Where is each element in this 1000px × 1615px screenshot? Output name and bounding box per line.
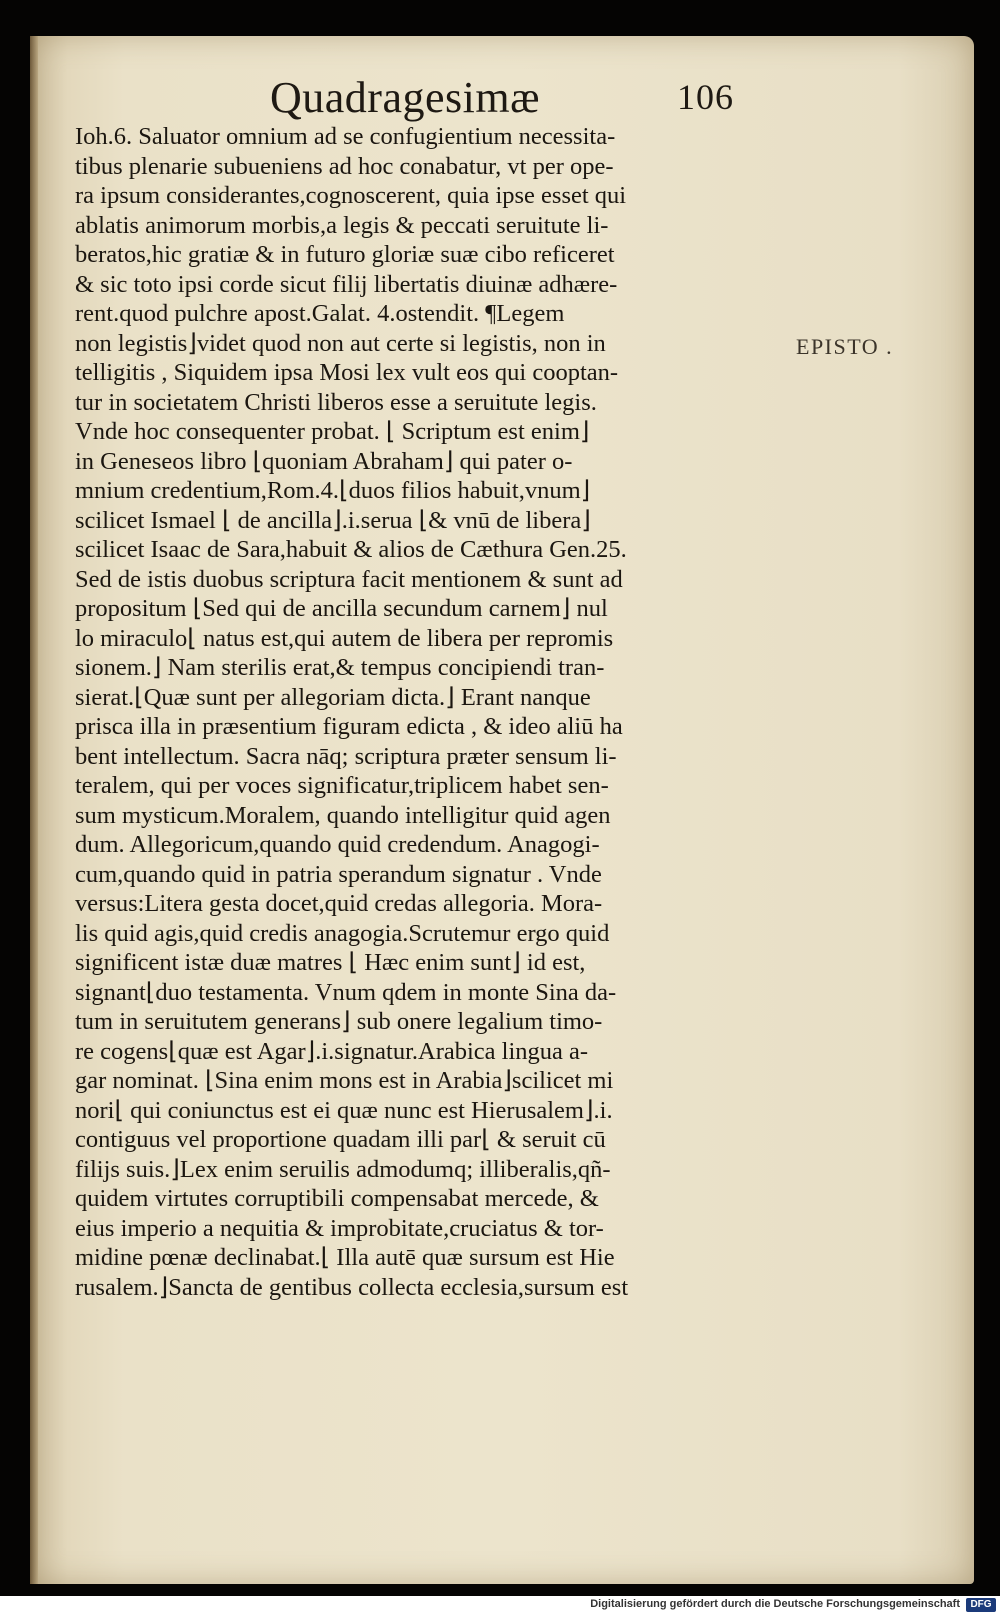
text-line: prisca illa in præsentium figuram edicta , & ideo aliū ha bbox=[75, 713, 623, 740]
footer-credit: Digitalisierung gefördert durch die Deutsche Forschungsgemeinschaft bbox=[590, 1598, 960, 1610]
text-line: quidem virtutes corruptibili compensabat mercede, & bbox=[75, 1185, 599, 1212]
text-line: scilicet Isaac de Sara,habuit & alios de Cæthura Gen.25. bbox=[75, 536, 627, 563]
text-line: mnium credentium,Rom.4.⌊duos filios habuit,vnum⌋ bbox=[75, 477, 591, 504]
text-line: Sed de istis duobus scriptura facit mentionem & sunt ad bbox=[75, 565, 623, 593]
text-line: lo miraculo⌊ natus est,qui autem de libera per repromis bbox=[75, 624, 614, 652]
text-line: tibus plenarie subueniens ad hoc conabatur, vt per ope- bbox=[75, 152, 614, 180]
dfg-logo: DFG bbox=[966, 1598, 996, 1612]
text-line: nori⌊ qui coniunctus est ei quæ nunc est Hierusalem⌋.i. bbox=[75, 1096, 613, 1124]
text-line: in Geneseos libro ⌊quoniam Abraham⌋ qui pater o- bbox=[75, 447, 573, 475]
margin-note: EPISTO . bbox=[796, 334, 894, 359]
text-line: cum,quando quid in patria sperandum signatur . Vnde bbox=[75, 860, 602, 888]
running-head: Quadragesimæ bbox=[270, 73, 540, 122]
text-line: propositum ⌊Sed qui de ancilla secundum carnem⌋ nul bbox=[75, 595, 608, 622]
text-line: re cogens⌊quæ est Agar⌋.i.signatur.Arabica lingua a- bbox=[75, 1037, 589, 1065]
text-line: tum in seruitutem generans⌋ sub onere legalium timo- bbox=[75, 1008, 603, 1035]
text-line: & sic toto ipsi corde sicut filij libertatis diuinæ adhære- bbox=[75, 270, 618, 298]
body-text bbox=[75, 122, 787, 1302]
text-line: filijs suis.⌋Lex enim seruilis admodumq; illiberalis,qñ- bbox=[75, 1155, 611, 1183]
text-line: rusalem.⌋Sancta de gentibus collecta ecclesia,sursum est bbox=[75, 1273, 629, 1301]
text-line: teralem, qui per voces significatur,triplicem habet sen- bbox=[75, 772, 609, 799]
text-line: contiguus vel proportione quadam illi par⌊ & seruit cū bbox=[75, 1126, 606, 1153]
text-line: scilicet Ismael ⌊ de ancilla⌋.i.serua ⌊& vnū de libera⌋ bbox=[75, 506, 591, 534]
text-line: gar nominat. ⌊Sina enim mons est in Arabia⌋scilicet mi bbox=[75, 1067, 614, 1094]
text-line: sionem.⌋ Nam sterilis erat,& tempus concipiendi tran- bbox=[75, 654, 605, 681]
text-line: signant⌊duo testamenta. Vnum qdem in monte Sina da- bbox=[75, 978, 617, 1006]
text-line: midine pœnæ declinabat.⌊ Illa autē quæ sursum est Hie bbox=[75, 1244, 615, 1271]
page-number: 106 bbox=[677, 77, 734, 117]
text-line: eius imperio a nequitia & improbitate,cruciatus & tor- bbox=[75, 1214, 604, 1242]
text-line: non legistis⌋videt quod non aut certe si legistis, non in bbox=[75, 329, 606, 357]
text-line: sum mysticum.Moralem, quando intelligitur quid agen bbox=[75, 801, 611, 829]
text-line: sierat.⌊Quæ sunt per allegoriam dicta.⌋ Erant nanque bbox=[75, 683, 591, 711]
text-line: ablatis animorum morbis,a legis & peccati seruitute li- bbox=[75, 211, 609, 239]
text-line: tur in societatem Christi liberos esse a seruitute legis. bbox=[75, 388, 597, 416]
text-line: telligitis , Siquidem ipsa Mosi lex vult eos qui cooptan- bbox=[75, 359, 619, 386]
text-line: ra ipsum considerantes,cognoscerent, quia ipse esset qui bbox=[75, 182, 627, 209]
page-gutter-edge bbox=[30, 36, 38, 1584]
text-line: beratos,hic gratiæ & in futuro gloriæ suæ cibo reficeret bbox=[75, 241, 615, 268]
text-line: bent intellectum. Sacra nāq; scriptura præter sensum li- bbox=[75, 742, 617, 770]
text-line: dum. Allegoricum,quando quid credendum. Anagogi- bbox=[75, 831, 600, 858]
text-line: significent istæ duæ matres ⌊ Hæc enim sunt⌋ id est, bbox=[75, 949, 586, 976]
text-line: Vnde hoc consequenter probat. ⌊ Scriptum est enim⌋ bbox=[75, 418, 590, 445]
text-line: Ioh.6. Saluator omnium ad se confugientium necessita- bbox=[75, 123, 616, 150]
text-line: lis quid agis,quid credis anagogia.Scrutemur ergo quid bbox=[75, 919, 610, 947]
text-line: rent.quod pulchre apost.Galat. 4.ostendit. ¶Legem bbox=[75, 300, 565, 327]
text-line: versus:Litera gesta docet,quid credas allegoria. Mora- bbox=[75, 890, 603, 917]
